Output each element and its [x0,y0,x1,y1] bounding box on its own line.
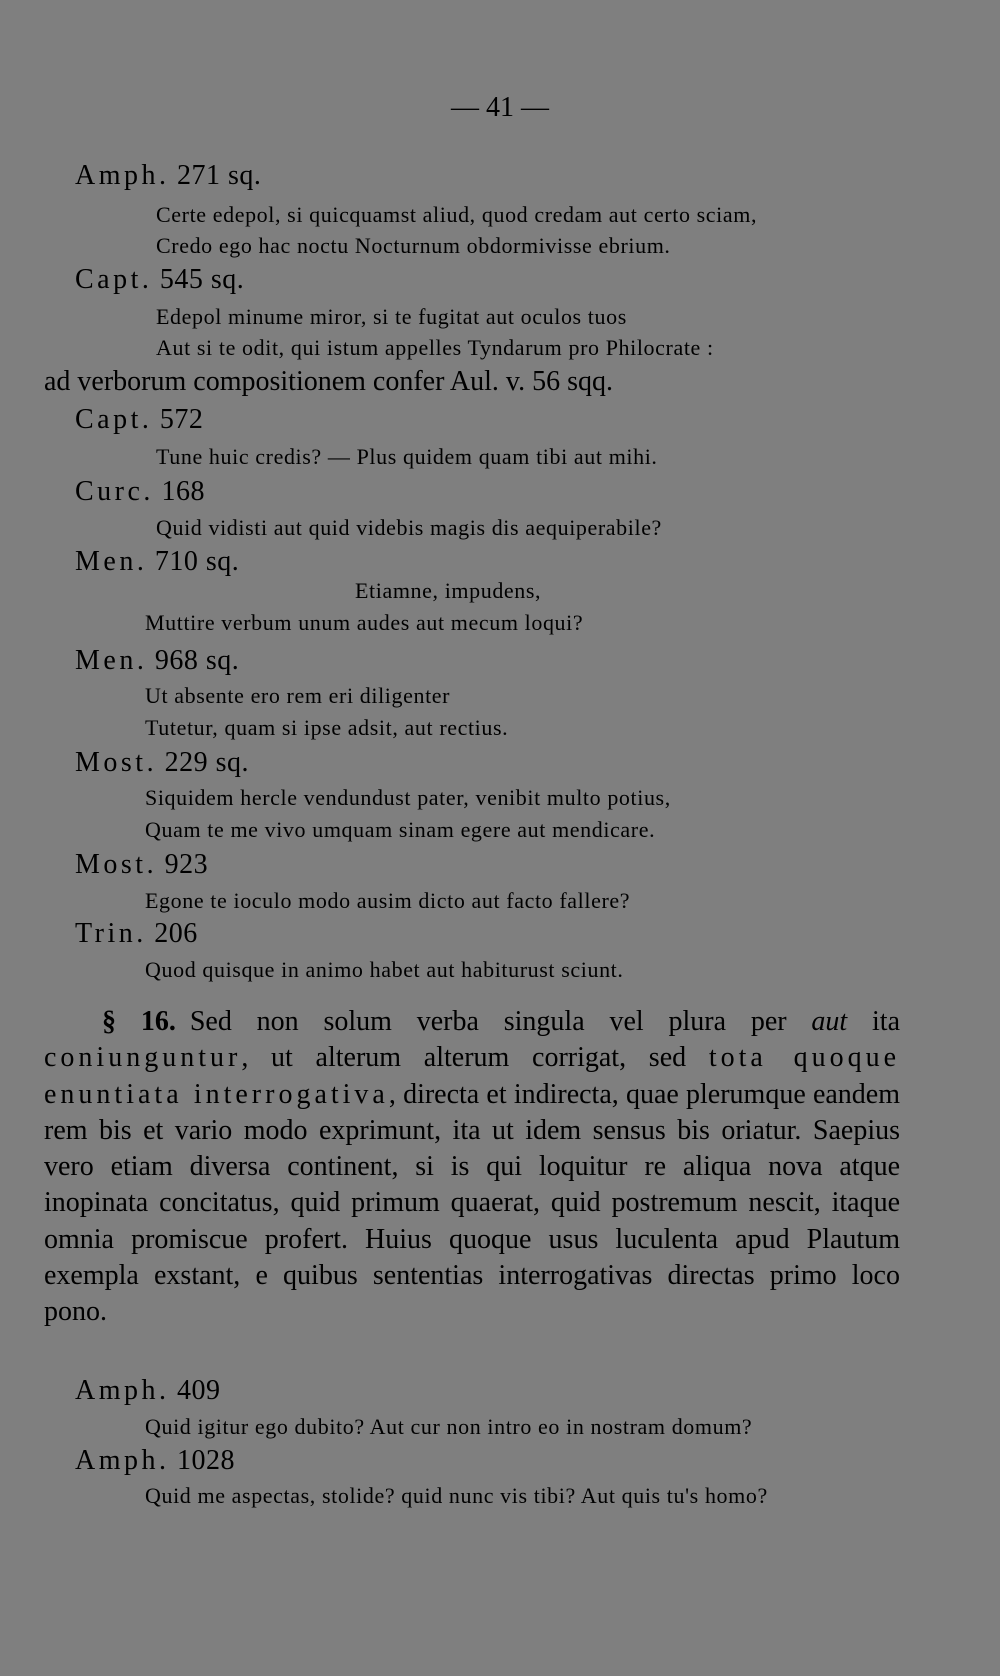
citation-ref: Capt. 545 sq. [75,264,245,295]
page-number: — 41 — [451,92,549,123]
section-number: § 16. [102,1006,176,1037]
quote-line: Credo ego hac noctu Nocturnum obdormivisse ebrium. [156,233,671,258]
citation-ref: Men. 710 sq. [75,546,240,577]
quote-line: Edepol minume miror, si te fugitat aut oculos tuos [156,304,627,329]
citation-ref: Men. 968 sq. [75,645,240,676]
confer-line: ad verborum compositionem confer Aul. v. 56 sqq. [44,366,613,397]
quote-line: Tune huic credis? — Plus quidem quam tibi aut mihi. [156,444,658,469]
citation-ref: Most. 923 [75,849,209,880]
quote-line: Quod quisque in animo habet aut habiturust sciunt. [145,957,624,982]
citation-ref: Amph. 1028 [75,1445,235,1476]
quote-line: Quid me aspectas, stolide? quid nunc vis tibi? Aut quis tu's homo? [145,1483,768,1508]
quote-line: Egone te ioculo modo ausim dicto aut facto fallere? [145,888,631,913]
quote-line: Muttire verbum unum audes aut mecum loqui? [145,610,584,635]
quote-line: Etiamne, impudens, [355,578,542,603]
citation-ref: Most. 229 sq. [75,747,249,778]
quote-line: Quam te me vivo umquam sinam egere aut mendicare. [145,817,656,842]
section-paragraph: § 16. Sed non solum verba singula vel plura per aut ita coniunguntur, ut alterum alterum corrigat, sed tota quoque enuntiata interrogativa, directa et indirecta, quae plerumque eandem rem bis et vario modo exprimunt, ita ut idem sensus bis oriatur. Saepius vero etiam diversa continent, si is qui loquitur re aliqua nova atque inopinata concitatus, quid primum quaerat, quid postremum nescit, itaque omnia promiscue profert. Huius quoque usus luculenta apud Plautum exempla exstant, e quibus sententias interrogativas directas primo loco pono. [44,1006,901,1328]
quote-line: Quid igitur ego dubito? Aut cur non intro eo in nostram domum? [145,1414,753,1439]
spaced-text: coniunguntur [44,1042,242,1074]
citation-ref: Amph. 271 sq. [75,160,262,191]
quote-line: Ut absente ero rem eri diligenter [145,683,451,708]
citation-ref: Curc. 168 [75,476,205,507]
citation-ref: Capt. 572 [75,404,204,435]
quote-line: Siquidem hercle vendundust pater, venibit multo potius, [145,785,671,810]
quote-line: Aut si te odit, qui istum appelles Tyndarum pro Philocrate : [156,335,714,360]
quote-line: Quid vidisti aut quid videbis magis dis aequiperabile? [156,515,662,540]
quote-line: Certe edepol, si quicquamst aliud, quod credam aut certo sciam, [156,202,758,227]
citation-ref: Trin. 206 [75,918,198,949]
quote-line: Tutetur, quam si ipse adsit, aut rectius. [145,715,509,740]
spaced-text: tota quoque enuntiata interrogativa [44,1042,901,1110]
citation-ref: Amph. 409 [75,1375,221,1406]
emphasis-aut: aut [811,1006,848,1037]
